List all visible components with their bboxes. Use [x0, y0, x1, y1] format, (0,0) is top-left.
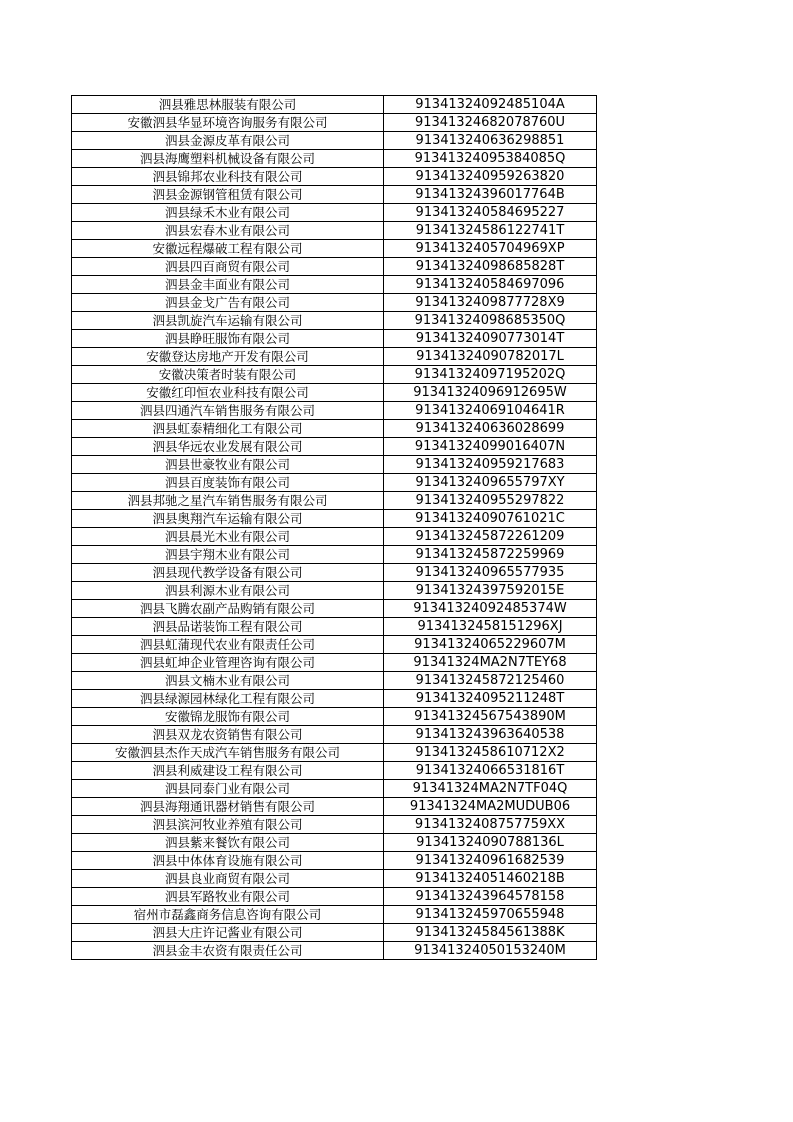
credit-code-cell: 91341324MA2MUDUB06: [384, 798, 597, 816]
company-name-cell: 泗县中体体育设施有限公司: [72, 852, 384, 870]
credit-code-cell: 91341324050153240M: [384, 942, 597, 960]
table-row: [72, 906, 597, 924]
table-row: [72, 798, 597, 816]
company-name-cell: 泗县金丰农资有限责任公司: [72, 942, 384, 960]
table-row: [72, 816, 597, 834]
credit-code-cell: 913413245872259969: [384, 546, 597, 564]
table-row: [72, 708, 597, 726]
credit-code-cell: 91341324MA2N7TEY68: [384, 654, 597, 672]
table-row: [72, 582, 597, 600]
company-name-cell: 宿州市磊鑫商务信息咨询有限公司: [72, 906, 384, 924]
credit-code-cell: 91341324065229607M: [384, 636, 597, 654]
credit-code-cell: 91341324092485374W: [384, 600, 597, 618]
credit-code-cell: 913413240965577935: [384, 564, 597, 582]
credit-code-cell: 91341324567543890M: [384, 708, 597, 726]
company-name-cell: 泗县凯旋汽车运输有限公司: [72, 312, 384, 330]
credit-code-cell: 913413240961682539: [384, 852, 597, 870]
table-row: [72, 96, 597, 114]
table-row: [72, 348, 597, 366]
credit-code-cell: 91341324090773014T: [384, 330, 597, 348]
credit-code-cell: 91341324586122741T: [384, 222, 597, 240]
table-row: [72, 492, 597, 510]
company-name-cell: 泗县军路牧业有限公司: [72, 888, 384, 906]
credit-code-cell: 91341324090782017L: [384, 348, 597, 366]
credit-code-cell: 913413240636298851: [384, 132, 597, 150]
credit-code-cell: 913413240959263820: [384, 168, 597, 186]
table-row: [72, 528, 597, 546]
credit-code-cell: 91341324397592015E: [384, 582, 597, 600]
company-name-cell: 泗县利威建设工程有限公司: [72, 762, 384, 780]
table-row: [72, 222, 597, 240]
credit-code-cell: 91341324098685350Q: [384, 312, 597, 330]
company-name-cell: 泗县睁旺服饰有限公司: [72, 330, 384, 348]
credit-code-cell: 913413245872125460: [384, 672, 597, 690]
table-row: [72, 330, 597, 348]
credit-code-cell: 91341324066531816T: [384, 762, 597, 780]
company-name-cell: 泗县文楠木业有限公司: [72, 672, 384, 690]
credit-code-cell: 913413245872261209: [384, 528, 597, 546]
company-name-cell: 泗县海鹰塑料机械设备有限公司: [72, 150, 384, 168]
table-row: [72, 402, 597, 420]
table-row: [72, 654, 597, 672]
credit-code-cell: 9134132458151296XJ: [384, 618, 597, 636]
company-name-cell: 泗县金戈广告有限公司: [72, 294, 384, 312]
company-name-cell: 泗县华远农业发展有限公司: [72, 438, 384, 456]
table-row: [72, 438, 597, 456]
company-name-cell: 泗县绿源园林绿化工程有限公司: [72, 690, 384, 708]
credit-code-cell: 91341324682078760U: [384, 114, 597, 132]
credit-code-cell: 9134132405704969XP: [384, 240, 597, 258]
credit-code-cell: 9134132458610712X2: [384, 744, 597, 762]
table-row: [72, 780, 597, 798]
table-row: [72, 384, 597, 402]
company-name-cell: 泗县飞腾农副产品购销有限公司: [72, 600, 384, 618]
credit-code-cell: 91341324096912695W: [384, 384, 597, 402]
table-row: [72, 420, 597, 438]
table-row: [72, 636, 597, 654]
table-row: [72, 312, 597, 330]
table-row: [72, 870, 597, 888]
table-row: [72, 690, 597, 708]
credit-code-cell: 91341324090788136L: [384, 834, 597, 852]
credit-code-cell: 9134132409877728X9: [384, 294, 597, 312]
company-name-cell: 安徽泗县华显环境咨询服务有限公司: [72, 114, 384, 132]
table-row: [72, 726, 597, 744]
company-name-cell: 泗县晨光木业有限公司: [72, 528, 384, 546]
company-name-cell: 泗县四通汽车销售服务有限公司: [72, 402, 384, 420]
company-name-cell: 泗县宇翔木业有限公司: [72, 546, 384, 564]
company-name-cell: 泗县大庄许记酱业有限公司: [72, 924, 384, 942]
table-row: [72, 168, 597, 186]
credit-code-cell: 913413240959217683: [384, 456, 597, 474]
credit-code-cell: 913413243963640538: [384, 726, 597, 744]
table-row: [72, 672, 597, 690]
credit-code-cell: 91341324069104641R: [384, 402, 597, 420]
table-row: [72, 546, 597, 564]
company-name-cell: 泗县虹坤企业管理咨询有限公司: [72, 654, 384, 672]
table-row: [72, 150, 597, 168]
credit-code-cell: 9134132408757759XX: [384, 816, 597, 834]
credit-code-cell: 91341324092485104A: [384, 96, 597, 114]
company-name-cell: 泗县金源钢管租赁有限公司: [72, 186, 384, 204]
company-name-cell: 泗县世豪牧业有限公司: [72, 456, 384, 474]
credit-code-cell: 913413240955297822: [384, 492, 597, 510]
company-name-cell: 泗县良业商贸有限公司: [72, 870, 384, 888]
table-row: [72, 564, 597, 582]
credit-code-cell: 91341324097195202Q: [384, 366, 597, 384]
credit-code-cell: 91341324095211248T: [384, 690, 597, 708]
table-row: [72, 600, 597, 618]
company-name-cell: 安徽泗县杰作天成汽车销售服务有限公司: [72, 744, 384, 762]
table-row: [72, 852, 597, 870]
credit-code-cell: 91341324095384085Q: [384, 150, 597, 168]
company-name-cell: 泗县滨河牧业养殖有限公司: [72, 816, 384, 834]
company-name-cell: 泗县金源皮革有限公司: [72, 132, 384, 150]
credit-code-cell: 913413240636028699: [384, 420, 597, 438]
table-row: [72, 618, 597, 636]
company-name-cell: 安徽锦龙服饰有限公司: [72, 708, 384, 726]
company-name-cell: 安徽决策者时装有限公司: [72, 366, 384, 384]
company-name-cell: 泗县邦驰之星汽车销售服务有限公司: [72, 492, 384, 510]
table-row: [72, 510, 597, 528]
company-table-body: [72, 96, 597, 960]
company-name-cell: 安徽登达房地产开发有限公司: [72, 348, 384, 366]
credit-code-cell: 91341324396017764B: [384, 186, 597, 204]
table-row: [72, 888, 597, 906]
table-row: [72, 744, 597, 762]
company-name-cell: 泗县同泰门业有限公司: [72, 780, 384, 798]
table-row: [72, 762, 597, 780]
table-row: [72, 834, 597, 852]
credit-code-cell: 91341324051460218B: [384, 870, 597, 888]
company-name-cell: 泗县锦邦农业科技有限公司: [72, 168, 384, 186]
table-row: [72, 276, 597, 294]
company-name-cell: 泗县海翔通讯器材销售有限公司: [72, 798, 384, 816]
credit-code-cell: 91341324098685828T: [384, 258, 597, 276]
company-name-cell: 泗县虹泰精细化工有限公司: [72, 420, 384, 438]
credit-code-cell: 91341324090761021C: [384, 510, 597, 528]
company-name-cell: 泗县四百商贸有限公司: [72, 258, 384, 276]
company-name-cell: 泗县紫来餐饮有限公司: [72, 834, 384, 852]
table-row: [72, 474, 597, 492]
company-name-cell: 泗县现代教学设备有限公司: [72, 564, 384, 582]
company-name-cell: 泗县品诺装饰工程有限公司: [72, 618, 384, 636]
credit-code-cell: 913413240584695227: [384, 204, 597, 222]
company-name-cell: 安徽远程爆破工程有限公司: [72, 240, 384, 258]
table-row: [72, 132, 597, 150]
table-row: [72, 204, 597, 222]
company-name-cell: 安徽红印恒农业科技有限公司: [72, 384, 384, 402]
credit-code-cell: 913413240584697096: [384, 276, 597, 294]
table-row: [72, 186, 597, 204]
company-name-cell: 泗县双龙农资销售有限公司: [72, 726, 384, 744]
table-row: [72, 456, 597, 474]
company-name-cell: 泗县虹蒲现代农业有限责任公司: [72, 636, 384, 654]
company-table: [71, 95, 597, 960]
company-name-cell: 泗县奥翔汽车运输有限公司: [72, 510, 384, 528]
table-row: [72, 294, 597, 312]
table-row: [72, 114, 597, 132]
table-row: [72, 366, 597, 384]
table-row: [72, 924, 597, 942]
credit-code-cell: 9134132409655797XY: [384, 474, 597, 492]
company-name-cell: 泗县利源木业有限公司: [72, 582, 384, 600]
table-row: [72, 258, 597, 276]
table-row: [72, 942, 597, 960]
credit-code-cell: 913413245970655948: [384, 906, 597, 924]
credit-code-cell: 91341324584561388K: [384, 924, 597, 942]
company-name-cell: 泗县百度装饰有限公司: [72, 474, 384, 492]
company-name-cell: 泗县雅思林服装有限公司: [72, 96, 384, 114]
company-name-cell: 泗县宏春木业有限公司: [72, 222, 384, 240]
company-name-cell: 泗县金丰面业有限公司: [72, 276, 384, 294]
credit-code-cell: 913413243964578158: [384, 888, 597, 906]
credit-code-cell: 91341324MA2N7TF04Q: [384, 780, 597, 798]
table-row: [72, 240, 597, 258]
company-name-cell: 泗县绿禾木业有限公司: [72, 204, 384, 222]
credit-code-cell: 91341324099016407N: [384, 438, 597, 456]
